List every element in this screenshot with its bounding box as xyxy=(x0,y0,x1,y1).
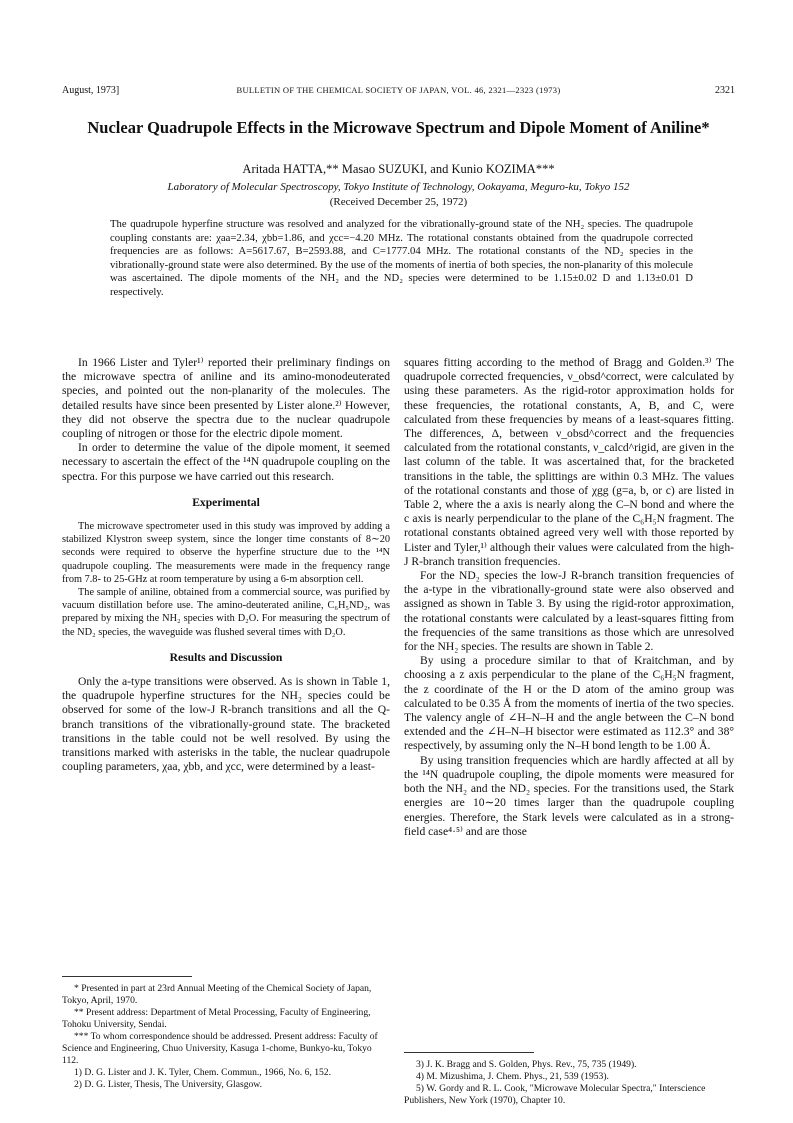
intro-paragraph: In 1966 Lister and Tyler¹⁾ reported their preliminary findings on the microwave spectra of aniline and its amino-monodeuterated species, and pointed out the non-planarity of the molecules. The detailed results have since been presented by Lister alone.²⁾ However, they did not observe the spectra due to the nuclear quadrupole coupling of nitrogen or those for the electric dipole moment. xyxy=(62,356,390,441)
results-paragraph: Only the a-type transitions were observed. As is shown in Table 1, the quadrupole hyperfine structures for the NH₂ species could be observed for some of the low-J R-branch transitions and all the Q-branch transitions of the vibrationally-ground state. The bracketed transitions in the table could not be well resolved. By using the transitions marked with asterisks in the table, the nuclear quadrupole coupling parameters, χaa, χbb, and χcc, were determined by a least- xyxy=(62,675,390,774)
right-column xyxy=(404,356,734,839)
body-paragraph: By using transition frequencies which are hardly affected at all by the ¹⁴N quadrupole coupling, the dipole moments were measured for both the NH₂ and the ND₂ species. For the transitions used, the Stark energies are 10∼20 times larger than the quadrupole coupling energies. Therefore, the Stark levels were calculated as in a strong-field case⁴·⁵⁾ and are those xyxy=(404,753,734,838)
header-journal: BULLETIN OF THE CHEMICAL SOCIETY OF JAPAN, VOL. 46, 2321—2323 (1973) xyxy=(236,85,561,95)
footnote: * Presented in part at 23rd Annual Meeting of the Chemical Society of Japan, Tokyo, April, 1970. xyxy=(62,983,372,1006)
references xyxy=(404,1052,734,1107)
reference: 3) J. K. Bragg and S. Golden, Phys. Rev., 75, 735 (1949). xyxy=(416,1059,637,1070)
footnote: 2) D. G. Lister, Thesis, The University, Glasgow. xyxy=(74,1079,262,1090)
references-divider xyxy=(404,1052,534,1053)
body-paragraph: For the ND₂ species the low-J R-branch transition frequencies of the a-type in the vibrationally-ground state were also observed and assigned as shown in Table 3. By using the rigid-rotor approximation, the rotational constants were calculated by a least-squares fitting from the frequencies of the same transitions as those which are unresolved for the NH₂ species. The results are shown in Table 2. xyxy=(404,569,734,654)
section-heading-experimental: Experimental xyxy=(192,495,260,509)
footnote-divider xyxy=(62,976,192,977)
section-heading-results: Results and Discussion xyxy=(169,650,283,664)
footnotes xyxy=(62,976,390,1091)
experimental-paragraph: The microwave spectrometer used in this study was improved by adding a stabilized Klystron sweep system, since the longer time constants of 8∼20 seconds were required to observe the hyperfine structure due to the ¹⁴N quadrupole coupling. The measurements were made in the frequency range from 7.8- to 25-GHz at room temperature by using a 6-m absorption cell. xyxy=(62,521,390,585)
header-page-number: 2321 xyxy=(715,85,735,96)
paper-authors: Aritada HATTA,** Masao SUZUKI, and Kunio KOZIMA*** xyxy=(242,162,555,176)
abstract: The quadrupole hyperfine structure was resolved and analyzed for the vibrationally-ground state of the NH₂ species. The quadrupole coupling constants are: χaa=2.34, χbb=1.86, and χcc=−4.20 MHz. The rotational constants obtained from the quadrupole corrected frequencies are as follows: A=5617.67, B=2593.88, and C=1777.04 MHz. The rotational constants of the ND₂ species in the vibrationally-ground state were also determined. By the use of the moments of inertia of both species, the non-planarity of this molecule was ascertained. The dipole moments of the NH₂ and the ND₂ species were determined to be 1.15±0.02 D and 1.13±0.01 D respectively. xyxy=(110,218,693,298)
body-paragraph: By using a procedure similar to that of Kraitchman, and by choosing a z axis perpendicular to the plane of the C₆H₅N fragment, the z coordinate of the H or the D atom of the amino group was calculated to be 0.35 Å from the moments of inertia of the two species. The valency angle of ∠H–N–H and the angle between the C–N bond extended and the ∠H–N–H bisector were estimated as 112.3° and 38° respectively, by assuming only the N–H bond length to be 1.00 Å. xyxy=(404,654,734,753)
reference: 4) M. Mizushima, J. Chem. Phys., 21, 539 (1953). xyxy=(416,1071,609,1082)
body-paragraph: squares fitting according to the method of Bragg and Golden.³⁾ The quadrupole corrected frequencies, ν_obsd^correct, were calculated by using these parameters. As the rigid-rotor approximation holds for these frequencies, the rotational constants, A, B, and C, were calculated from these frequencies by means of a least-squares fitting. The differences, Δ, between ν_obsd^correct and the frequencies calculated from the rotational constants, ν_calcd^rigid, are given in the last column of the table. It was ascertained that, for the bracketed transitions in the table, the splittings are within 0.3 MHz. The values of the rotational constants and those of χgg (g=a, b, or c) are listed in Table 2, where the a axis is nearly along the C–N bond and where the c axis is nearly perpendicular to the plane of the C₆H₅N fragment. The rotational constants obtained agreed very well with those reported by Lister and Tyler,¹⁾ although their values were calculated from the high-J R-branch transition frequencies. xyxy=(404,356,734,568)
reference: 5) W. Gordy and R. L. Cook, "Microwave Molecular Spectra," Interscience Publishers, New York (1970), Chapter 10. xyxy=(404,1083,706,1106)
left-column xyxy=(62,356,390,774)
footnote: 1) D. G. Lister and J. K. Tyler, Chem. Commun., 1966, No. 6, 152. xyxy=(74,1067,331,1078)
received-date: (Received December 25, 1972) xyxy=(329,196,468,208)
header-date: August, 1973] xyxy=(62,85,120,96)
footnote: *** To whom correspondence should be addressed. Present address: Faculty of Science and Engineering, Chuo University, Kasuga 1-chome, Bunkyo-ku, Tokyo 112. xyxy=(62,1031,378,1066)
paper-title: Nuclear Quadrupole Effects in the Microwave Spectrum and Dipole Moment of Aniline* xyxy=(87,118,710,137)
experimental-paragraph: The sample of aniline, obtained from a commercial source, was purified by vacuum distillation before use. The amino-deuterated aniline, C₆H₅ND₂, was prepared by mixing the NH₂ species with D₂O. For measuring the spectrum of the ND₂ species, the waveguide was flushed several times with D₂O. xyxy=(62,587,390,638)
footnote: ** Present address: Department of Metal Processing, Faculty of Engineering, Tohoku University, Sendai. xyxy=(62,1007,371,1030)
paper-affiliation: Laboratory of Molecular Spectroscopy, Tokyo Institute of Technology, Ookayama, Meguro-ku, Tokyo 152 xyxy=(167,181,630,193)
intro-paragraph: In order to determine the value of the dipole moment, it seemed necessary to ascertain the effect of the ¹⁴N quadrupole coupling on the spectra. For this purpose we have carried out this research. xyxy=(62,441,390,483)
